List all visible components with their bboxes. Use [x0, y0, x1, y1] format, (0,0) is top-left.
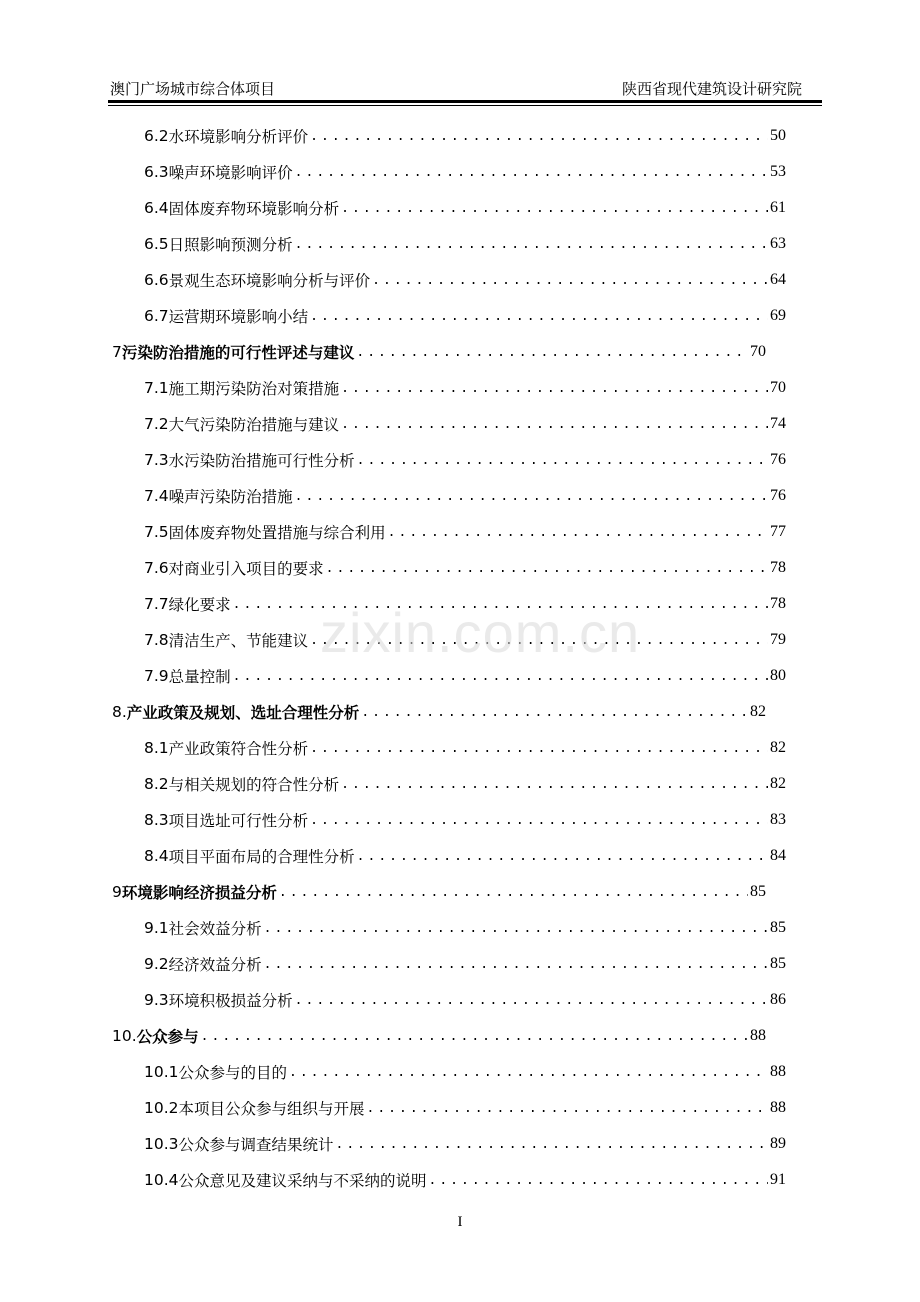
toc-entry-number: 8.2 [144, 775, 169, 793]
toc-entry-number: 7.7 [144, 595, 169, 613]
toc-entry-page: 74 [770, 415, 786, 432]
toc-section-entry[interactable] [144, 370, 786, 406]
toc-section-entry[interactable] [144, 514, 786, 550]
toc-entry-page: 88 [770, 1063, 786, 1080]
toc-entry-number: 10.3 [144, 1135, 179, 1153]
header-project-title: 澳门广场城市综合体项目 [110, 80, 276, 98]
toc-entry-title: 水污染防治措施可行性分析 [168, 452, 355, 470]
toc-leader-dots [233, 669, 768, 684]
toc-leader-dots [388, 525, 768, 540]
toc-entry-page: 78 [770, 559, 786, 576]
toc-section-entry[interactable] [144, 550, 786, 586]
toc-section-entry[interactable] [144, 946, 786, 982]
toc-entry-page: 77 [770, 523, 786, 540]
toc-entry-number: 8.1 [144, 739, 169, 757]
toc-entry-number: 6.7 [144, 307, 169, 325]
toc-entry-number: 7.1 [144, 379, 169, 397]
toc-entry-page: 85 [750, 883, 766, 900]
toc-leader-dots [341, 201, 768, 216]
toc-entry-page: 88 [770, 1099, 786, 1116]
toc-entry-page: 76 [770, 451, 786, 468]
toc-entry-title: 环境积极损益分析 [168, 992, 293, 1010]
toc-chapter-entry[interactable] [112, 874, 766, 910]
toc-entry-page: 83 [770, 811, 786, 828]
toc-entry-page: 82 [770, 739, 786, 756]
toc-section-entry[interactable] [144, 1054, 786, 1090]
toc-section-entry[interactable] [144, 766, 786, 802]
toc-entry-page: 70 [750, 343, 766, 360]
toc-entry-page: 64 [770, 271, 786, 288]
toc-leader-dots [310, 813, 768, 828]
toc-entry-title: 固体废弃物处置措施与综合利用 [168, 524, 386, 542]
toc-entry-title: 经济效益分析 [168, 956, 262, 974]
toc-leader-dots [429, 1173, 768, 1188]
toc-entry-number: 8. [112, 703, 127, 721]
toc-entry-title: 噪声环境影响评价 [168, 164, 293, 182]
toc-entry-number: 10.4 [144, 1171, 179, 1189]
toc-entry-number: 6.5 [144, 235, 169, 253]
toc-leader-dots [289, 1065, 768, 1080]
toc-entry-page: 50 [770, 127, 786, 144]
toc-entry-number: 9.3 [144, 991, 169, 1009]
toc-entry-page: 89 [770, 1135, 786, 1152]
toc-section-entry[interactable] [144, 298, 786, 334]
toc-leader-dots [341, 417, 768, 432]
toc-entry-page: 70 [770, 379, 786, 396]
watermark: zixin.com.cn [320, 601, 641, 664]
toc-leader-dots [310, 309, 768, 324]
toc-section-entry[interactable] [144, 226, 786, 262]
toc-entry-page: 85 [770, 955, 786, 972]
toc-section-entry[interactable] [144, 838, 786, 874]
toc-leader-dots [341, 777, 768, 792]
toc-leader-dots [341, 381, 768, 396]
toc-entry-number: 6.4 [144, 199, 169, 217]
header-rule-thick [108, 100, 822, 103]
toc-entry-page: 85 [770, 919, 786, 936]
toc-section-entry[interactable] [144, 478, 786, 514]
header-organization: 陕西省现代建筑设计研究院 [621, 80, 802, 98]
toc-entry-page: 61 [770, 199, 786, 216]
toc-entry-title: 社会效益分析 [168, 920, 262, 938]
toc-entry-number: 6.3 [144, 163, 169, 181]
toc-entry-page: 88 [750, 1027, 766, 1044]
toc-section-entry[interactable] [144, 262, 786, 298]
toc-chapter-entry[interactable] [112, 1018, 766, 1054]
toc-leader-dots [310, 129, 768, 144]
toc-entry-title: 噪声污染防治措施 [168, 488, 293, 506]
header-rule-thin [108, 105, 822, 106]
toc-section-entry[interactable] [144, 190, 786, 226]
toc-leader-dots [310, 741, 768, 756]
toc-entry-title: 产业政策符合性分析 [168, 740, 309, 758]
toc-entry-title: 公众参与调查结果统计 [178, 1136, 334, 1154]
page-number: I [457, 1214, 463, 1230]
toc-entry-number: 7.9 [144, 667, 169, 685]
toc-entry-title: 清洁生产、节能建议 [168, 632, 309, 650]
toc-entry-page: 69 [770, 307, 786, 324]
toc-leader-dots [295, 993, 768, 1008]
toc-entry-title: 污染防治措施的可行性评述与建议 [121, 344, 355, 362]
toc-entry-title: 绿化要求 [168, 596, 231, 614]
toc-entry-page: 84 [770, 847, 786, 864]
toc-entry-page: 82 [750, 703, 766, 720]
toc-entry-number: 7.6 [144, 559, 169, 577]
toc-entry-number: 10. [112, 1027, 137, 1045]
toc-entry-title: 对商业引入项目的要求 [168, 560, 324, 578]
toc-section-entry[interactable] [144, 1162, 786, 1198]
toc-entry-title: 运营期环境影响小结 [168, 308, 309, 326]
toc-leader-dots [367, 1101, 768, 1116]
toc-leader-dots [356, 345, 748, 360]
toc-entry-number: 6.6 [144, 271, 169, 289]
toc-entry-title: 景观生态环境影响分析与评价 [168, 272, 371, 290]
toc-section-entry[interactable] [144, 1090, 786, 1126]
toc-entry-title: 水环境影响分析评价 [168, 128, 309, 146]
toc-entry-page: 53 [770, 163, 786, 180]
toc-entry-number: 8.3 [144, 811, 169, 829]
toc-entry-number: 9 [112, 883, 122, 901]
toc-entry-title: 项目平面布局的合理性分析 [168, 848, 355, 866]
toc-entry-number: 7.2 [144, 415, 169, 433]
toc-entry-title: 与相关规划的符合性分析 [168, 776, 340, 794]
toc-entry-title: 项目选址可行性分析 [168, 812, 309, 830]
toc-entry-title: 施工期污染防治对策措施 [168, 380, 340, 398]
toc-entry-number: 7 [112, 343, 122, 361]
toc-leader-dots [357, 849, 768, 864]
toc-section-entry[interactable] [144, 118, 786, 154]
toc-entry-page: 80 [770, 667, 786, 684]
toc-leader-dots [279, 885, 748, 900]
toc-section-entry[interactable] [144, 442, 786, 478]
toc-entry-number: 7.3 [144, 451, 169, 469]
toc-entry-title: 公众参与 [136, 1028, 199, 1046]
toc-entry-page: 63 [770, 235, 786, 252]
toc-entry-title: 环境影响经济损益分析 [121, 884, 277, 902]
toc-entry-page: 91 [770, 1171, 786, 1188]
toc-entry-page: 82 [770, 775, 786, 792]
toc-leader-dots [336, 1137, 768, 1152]
toc-entry-page: 86 [770, 991, 786, 1008]
toc-entry-number: 7.4 [144, 487, 169, 505]
toc-entry-number: 10.2 [144, 1099, 179, 1117]
toc-entry-page: 79 [770, 631, 786, 648]
toc-entry-title: 总量控制 [168, 668, 231, 686]
toc-entry-number: 10.1 [144, 1063, 179, 1081]
toc-section-entry[interactable] [144, 154, 786, 190]
toc-entry-title: 大气污染防治措施与建议 [168, 416, 340, 434]
toc-leader-dots [264, 921, 768, 936]
toc-leader-dots [357, 453, 768, 468]
toc-entry-number: 9.2 [144, 955, 169, 973]
toc-leader-dots [295, 489, 768, 504]
toc-section-entry[interactable] [144, 802, 786, 838]
toc-chapter-entry[interactable] [112, 694, 766, 730]
toc-entry-number: 8.4 [144, 847, 169, 865]
toc-entry-title: 日照影响预测分析 [168, 236, 293, 254]
toc-leader-dots [201, 1029, 748, 1044]
toc-section-entry[interactable] [144, 730, 786, 766]
toc-entry-number: 7.8 [144, 631, 169, 649]
toc-entry-title: 固体废弃物环境影响分析 [168, 200, 340, 218]
toc-leader-dots [264, 957, 768, 972]
toc-entry-number: 7.5 [144, 523, 169, 541]
toc-section-entry[interactable] [144, 910, 786, 946]
toc-entry-title: 公众参与的目的 [178, 1064, 288, 1082]
toc-entry-number: 6.2 [144, 127, 169, 145]
toc-leader-dots [372, 273, 768, 288]
toc-leader-dots [295, 237, 768, 252]
toc-section-entry[interactable] [144, 1126, 786, 1162]
toc-leader-dots [295, 165, 768, 180]
toc-section-entry[interactable] [144, 406, 786, 442]
toc-entry-page: 76 [770, 487, 786, 504]
toc-section-entry[interactable] [144, 982, 786, 1018]
toc-entry-number: 9.1 [144, 919, 169, 937]
toc-entry-title: 本项目公众参与组织与开展 [178, 1100, 365, 1118]
toc-entry-title: 公众意见及建议采纳与不采纳的说明 [178, 1172, 427, 1190]
toc-entry-title: 产业政策及规划、选址合理性分析 [126, 704, 360, 722]
toc-entry-page: 78 [770, 595, 786, 612]
toc-chapter-entry[interactable] [112, 334, 766, 370]
toc-leader-dots [326, 561, 768, 576]
toc-leader-dots [361, 705, 748, 720]
